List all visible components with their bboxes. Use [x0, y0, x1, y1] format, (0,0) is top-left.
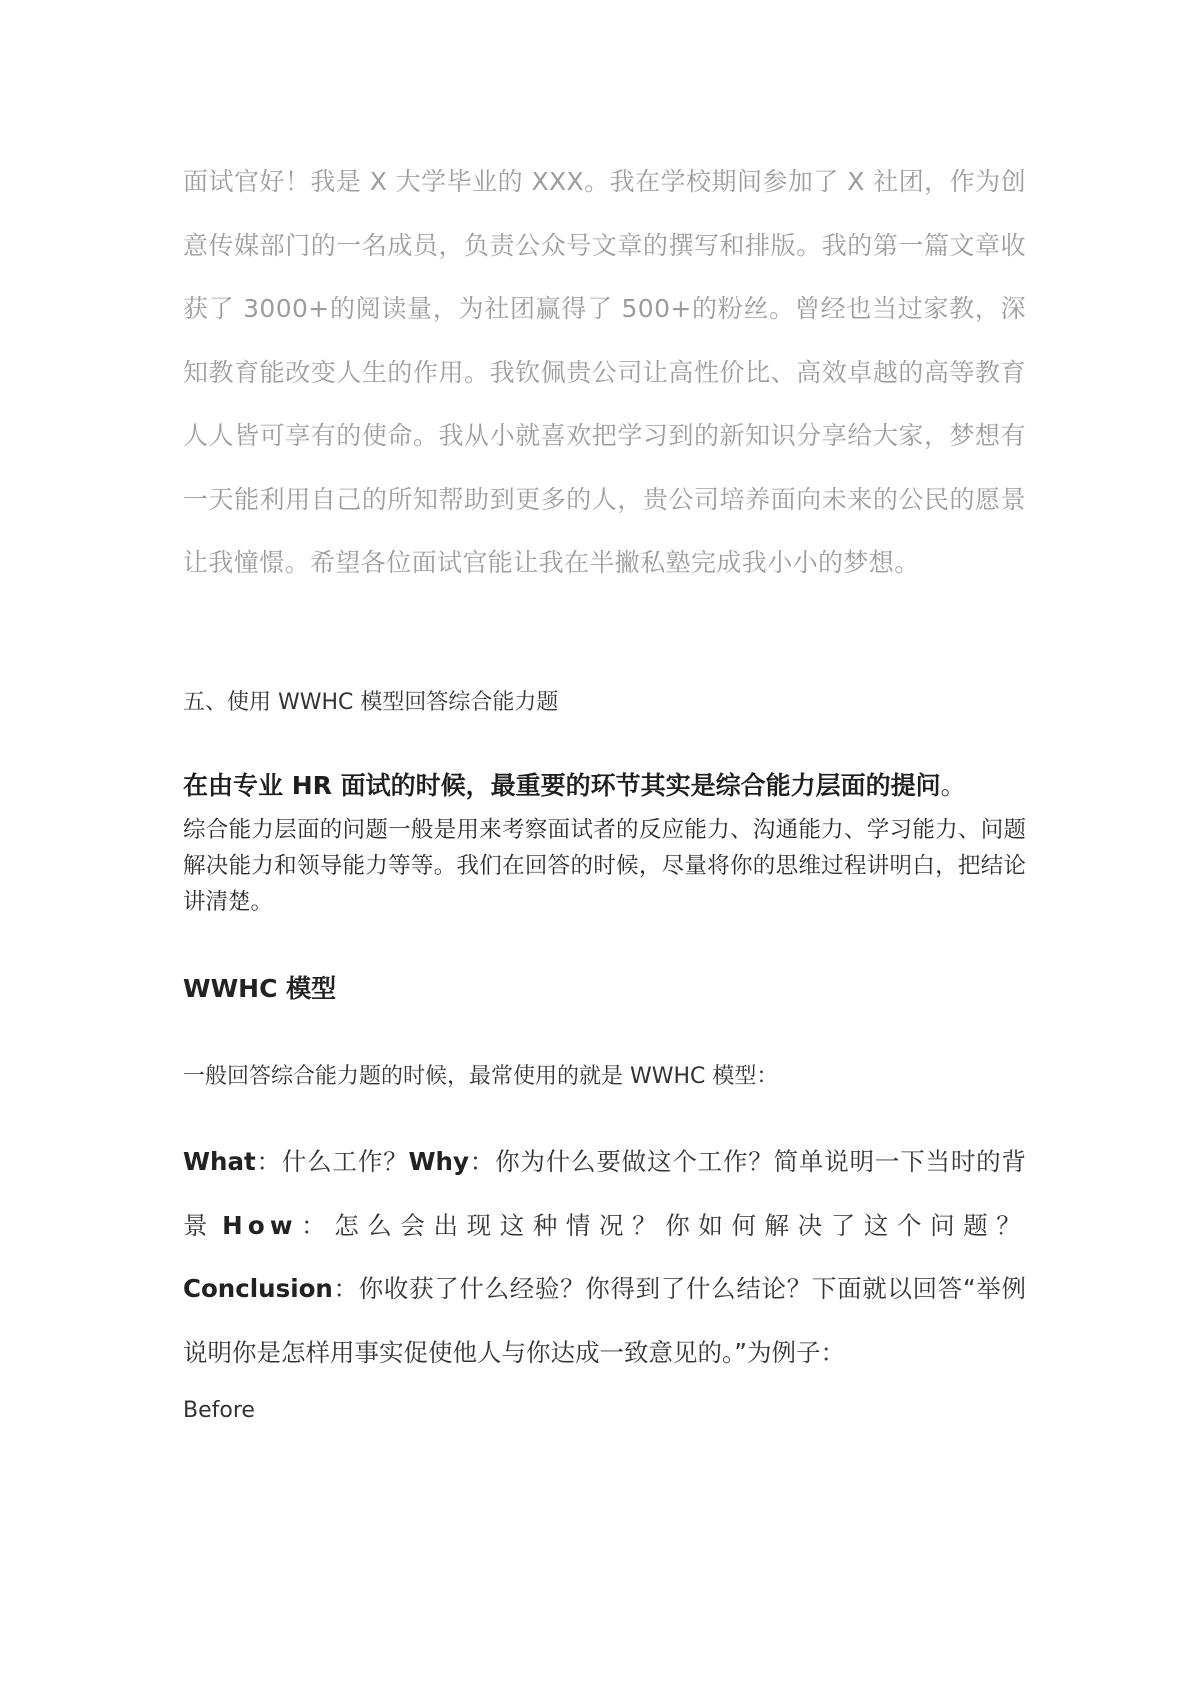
why-label: Why [408, 1147, 469, 1176]
wwhc-definition [183, 1130, 1026, 1384]
ability-explanation-paragraph: 综合能力层面的问题一般是用来考察面试者的反应能力、沟通能力、学习能力、问题解决能力和领导能力等等。我们在回答的时候，尽量将你的思维过程讲明白，把结论讲清楚。 [183, 817, 1026, 915]
why-text: ：你为什么要做这个工作？简单说明一下当时的背景 [183, 1147, 1027, 1240]
section-title: 五、使用 WWHC 模型回答综合能力题 [183, 690, 559, 715]
self-introduction-paragraph: 面试官好！我是 X 大学毕业的 XXX。我在学校期间参加了 X 社团，作为创意传媒部门的一名成员，负责公众号文章的撰写和排版。我的第一篇文章收获了 3000+的阅读量，为社团赢得了 500+的粉丝。曾经也当过家教，深知教育能改变人生的作用。我钦佩贵公司让高性价比、高效卓越的高等教育人人皆可享有的使命。我从小就喜欢把学习到的新知识分享给大家，梦想有一天能利用自己的所知帮助到更多的人，贵公司培养面向未来的公民的愿景让我憧憬。希望各位面试官能让我在半撇私塾完成我小小的梦想。 [183, 167, 1026, 577]
how-text: ：怎么会出现这种情况？你如何解决了这个问题？ [297, 1210, 1026, 1240]
lead-bold-text: 在由专业 HR 面试的时候，最重要的环节其实是综合能力层面的提问 [183, 771, 941, 800]
conclusion-text: ：你收获了什么经验？你得到了什么结论？下面就以回答“举例说明你是怎样用事实促使他人与你达成一致意见的。”为例子： [183, 1274, 1026, 1367]
lead-end-punctuation: 。 [940, 771, 966, 800]
what-text: ：什么工作？ [255, 1147, 409, 1176]
before-label: Before [183, 1398, 255, 1423]
wwhc-heading: WWHC 模型 [183, 974, 337, 1003]
wwhc-intro-line: 一般回答综合能力题的时候，最常使用的就是 WWHC 模型： [183, 1064, 779, 1089]
what-label: What [183, 1147, 256, 1176]
how-segment [222, 1211, 1026, 1240]
lead-sentence [183, 766, 1026, 806]
conclusion-label: Conclusion [183, 1274, 333, 1303]
how-label: How [222, 1210, 298, 1240]
